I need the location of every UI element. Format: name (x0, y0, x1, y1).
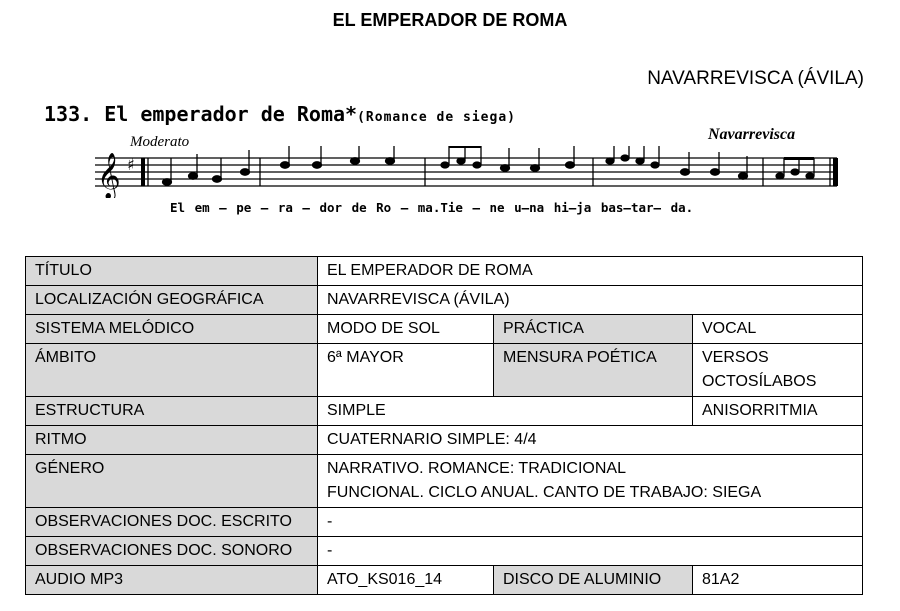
mensura-value-line-2: OCTOSÍLABOS (702, 373, 817, 390)
audio-label: AUDIO MP3 (26, 566, 318, 595)
mensura-value-line-1: VERSOS (702, 349, 769, 366)
obs-sonoro-value: - (318, 537, 863, 566)
mensura-value (693, 344, 863, 397)
estructura-value: SIMPLE (318, 397, 693, 426)
score-number: 133. (44, 102, 93, 126)
metadata-table (25, 256, 863, 595)
table-row (26, 508, 863, 537)
location-heading: NAVARREVISCA (ÁVILA) (647, 68, 864, 89)
score-tempo: Moderato (130, 134, 190, 150)
score-header (44, 102, 516, 126)
table-row (26, 397, 863, 426)
mensura-label: MENSURA POÉTICA (494, 344, 693, 397)
table-row (26, 426, 863, 455)
estructura-label: ESTRUCTURA (26, 397, 318, 426)
sistema-label: SISTEMA MELÓDICO (26, 315, 318, 344)
music-staff (95, 146, 855, 198)
treble-clef-icon: 𝄞 (97, 153, 121, 198)
score-place: Navarrevisca (708, 126, 796, 143)
titulo-label: TÍTULO (26, 257, 318, 286)
page-title: EL EMPERADOR DE ROMA (332, 10, 568, 30)
genero-value (318, 455, 863, 508)
ritmo-value: CUATERNARIO SIMPLE: 4/4 (318, 426, 863, 455)
score-song-title: El emperador de Roma* (104, 102, 358, 126)
genero-label: GÉNERO (26, 455, 318, 508)
localizacion-label: LOCALIZACIÓN GEOGRÁFICA (26, 286, 318, 315)
obs-sonoro-label: OBSERVACIONES DOC. SONORO (26, 537, 318, 566)
audio-value[interactable]: ATO_KS016_14 (318, 566, 494, 595)
practica-value: VOCAL (693, 315, 863, 344)
key-signature: ♯ (127, 155, 135, 174)
localizacion-value: NAVARREVISCA (ÁVILA) (318, 286, 863, 315)
disco-value: 81A2 (693, 566, 863, 595)
table-row (26, 344, 863, 397)
genero-value-line-1: NARRATIVO. ROMANCE: TRADICIONAL (327, 460, 626, 477)
ambito-value: 6ª MAYOR (318, 344, 494, 397)
titulo-value: EL EMPERADOR DE ROMA (318, 257, 863, 286)
table-row (26, 455, 863, 508)
table-row (26, 315, 863, 344)
score-lyrics: El em – pe – ra – dor de Ro – ma.Tie – ne u–na hi–ja bas–tar– da. (170, 200, 694, 215)
genero-value-line-2: FUNCIONAL. CICLO ANUAL. CANTO DE TRABAJO: SIEGA (327, 484, 762, 501)
obs-escrito-value: - (318, 508, 863, 537)
sistema-value: MODO DE SOL (318, 315, 494, 344)
ambito-label: ÁMBITO (26, 344, 318, 397)
staff-lines (95, 158, 837, 186)
disco-label: DISCO DE ALUMINIO (494, 566, 693, 595)
obs-escrito-label: OBSERVACIONES DOC. ESCRITO (26, 508, 318, 537)
table-row (26, 537, 863, 566)
ritmo-label: RITMO (26, 426, 318, 455)
table-row (26, 257, 863, 286)
practica-label: PRÁCTICA (494, 315, 693, 344)
estructura-extra: ANISORRITMIA (693, 397, 863, 426)
table-row (26, 286, 863, 315)
music-score (40, 96, 860, 226)
score-subtitle: (Romance de siega) (357, 110, 516, 125)
table-row (26, 566, 863, 595)
